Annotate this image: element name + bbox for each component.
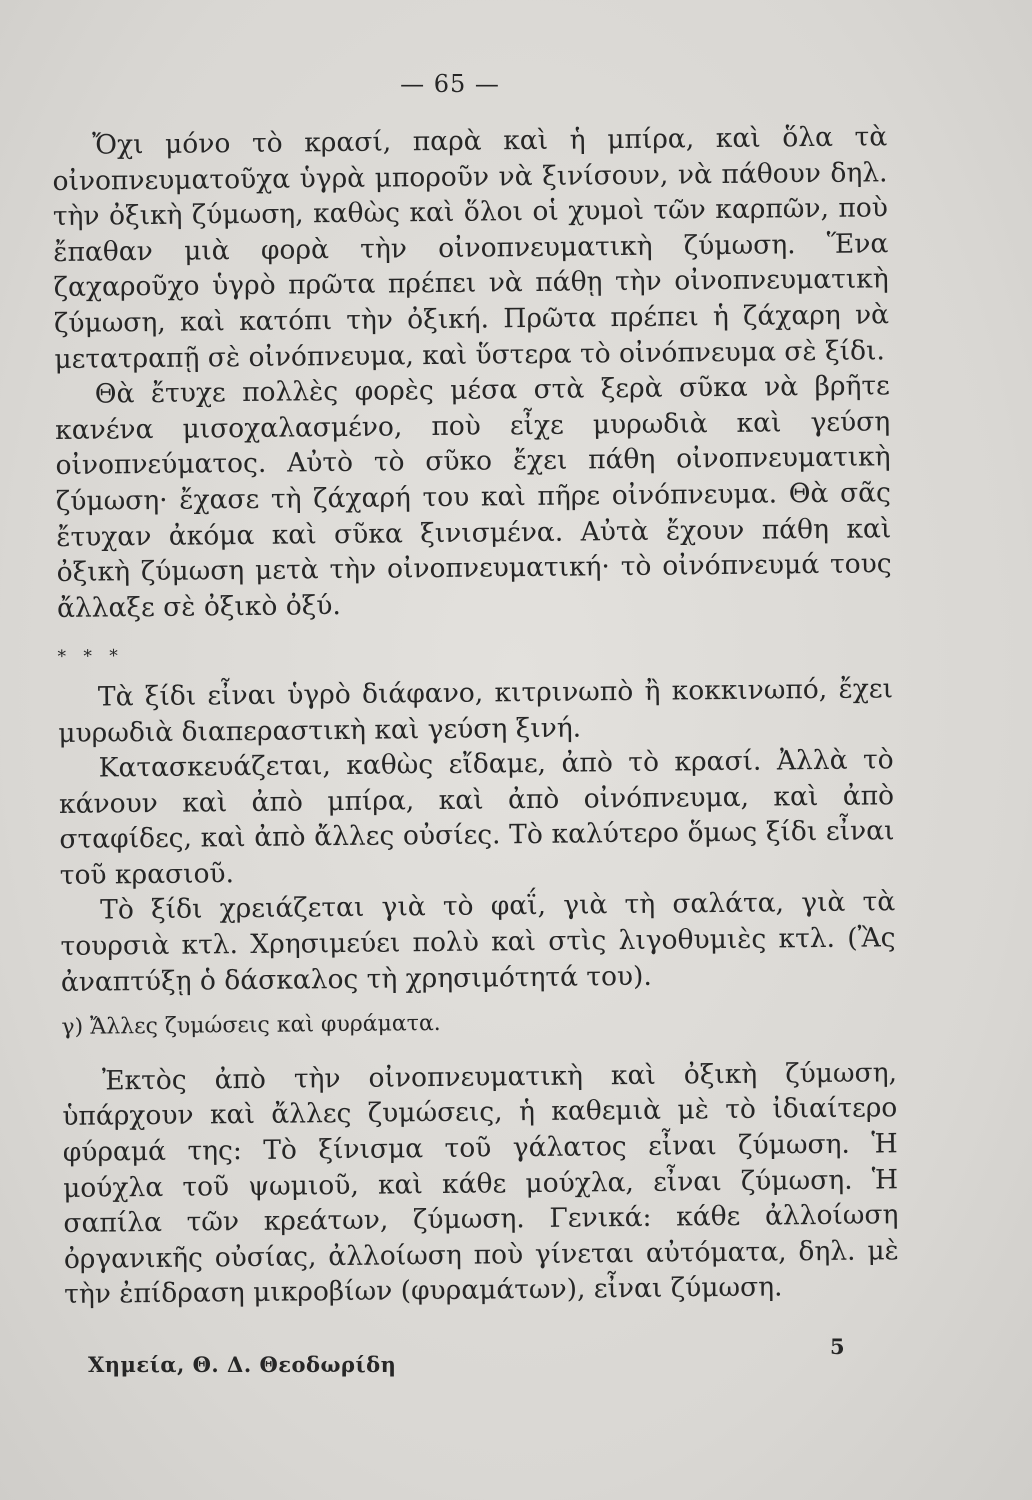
section-heading-other-fermentations: γ) Ἄλλες ζυμώσεις καὶ φυράματα. (61, 1011, 441, 1041)
paragraph-vinegar-description: Τὰ ξίδι εἶναι ὑγρὸ διάφανο, κιτρινωπὸ ἢ κοκκινωπό, ἔχει μυρωδιὰ διαπεραστικὴ καὶ γεύση ξινή. (58, 673, 894, 749)
section-separator: * * * (57, 646, 124, 668)
paragraph-other-fermentations: Ἐκτὸς ἀπὸ τὴν οἰνοπνευματικὴ καὶ ὀξικὴ ζύμωση, ὑπάρχουν καὶ ἄλλες ζυμώσεις, ἡ καθεμιὰ μὲ τὸ ἰδιαίτερο φύραμά της: Τὸ ξίνισμα τοῦ γάλατος εἶναι ζύμωση. Ἡ μούχλα τοῦ ψωμιοῦ, καὶ κάθε μούχλα, εἶναι ζύμωση. Ἡ σαπίλα τῶν κρεάτων, ζύμωση. Γενικά: κάθε ἀλλοίωση ὀργανικῆς οὐσίας, ἀλλοίωση ποὺ γίνεται αὐτόματα, δηλ. μὲ τὴν ἐπίδραση μικροβίων (φυραμάτων), εἶναι ζύμωση. (62, 1057, 899, 1311)
footer-book-credit: Χημεία, Θ. Δ. Θεοδωρίδη (88, 1352, 397, 1377)
paragraph-dried-figs: Θὰ ἔτυχε πολλὲς φορὲς μέσα στὰ ξερὰ σῦκα νὰ βρῆτε κανένα μισοχαλασμένο, ποὺ εἶχε μυρωδιὰ καὶ γεύση οἰνοπνεύματος. Αὐτὸ τὸ σῦκο ἔχει πάθη οἰνοπνευματικὴ ζύμωση· ἔχασε τὴ ζάχαρή του καὶ πῆρε οἰνόπνευμα. Θὰ σᾶς ἔτυχαν ἀκόμα καὶ σῦκα ξινισμένα. Αὐτὰ ἔχουν πάθη καὶ ὀξικὴ ζύμωση μετὰ τὴν οἰνοπνευματική· τὸ οἰνόπνευμά τους ἄλλαξε σὲ ὀξικὸ ὀξύ. (55, 370, 892, 624)
paragraph-wine-beer-vinegar: Ὄχι μόνο τὸ κρασί, παρὰ καὶ ἡ μπίρα, καὶ ὅλα τὰ οἰνοπνευματοῦχα ὑγρὰ μποροῦν νὰ ξινίσουν, νὰ πάθουν δηλ. τὴν ὀξικὴ ζύμωση, καθὼς καὶ ὅλοι οἱ χυμοὶ τῶν καρπῶν, ποὺ ἔπαθαν μιὰ φορὰ τὴν οἰνοπνευματικὴ ζύμωση. Ἕνα ζαχαροῦχο ὑγρὸ πρῶτα πρέπει νὰ πάθῃ τὴν οἰνοπνευματικὴ ζύμωση, καὶ κατόπι τὴν ὀξική. Πρῶτα πρέπει ἡ ζάχαρη νὰ μετατραπῇ σὲ οἰνόπνευμα, καὶ ὕστερα τὸ οἰνόπνευμα σὲ ξίδι. (52, 121, 890, 375)
body-text (52, 119, 899, 1313)
page-number: — 65 — (400, 70, 500, 98)
paragraph-vinegar-uses: Τὸ ξίδι χρειάζεται γιὰ τὸ φαΐ, γιὰ τὴ σαλάτα, γιὰ τὰ τουρσιὰ κτλ. Χρησιμεύει πολὺ καὶ στὶς λιγοθυμιὲς κτλ. (Ἂς ἀναπτύξῃ ὁ δάσκαλος τὴ χρησιμότητά του). (60, 886, 896, 998)
paragraph-vinegar-manufacture: Κατασκευάζεται, καθὼς εἴδαμε, ἀπὸ τὸ κρασί. Ἀλλὰ τὸ κάνουν καὶ ἀπὸ μπίρα, καὶ ἀπὸ οἰνόπνευμα, καὶ ἀπὸ σταφίδες, καὶ ἀπὸ ἄλλες οὐσίες. Τὸ καλύτερο ὅμως ξίδι εἶναι τοῦ κρασιοῦ. (58, 744, 895, 891)
printer-signature-number: 5 (830, 1334, 845, 1359)
